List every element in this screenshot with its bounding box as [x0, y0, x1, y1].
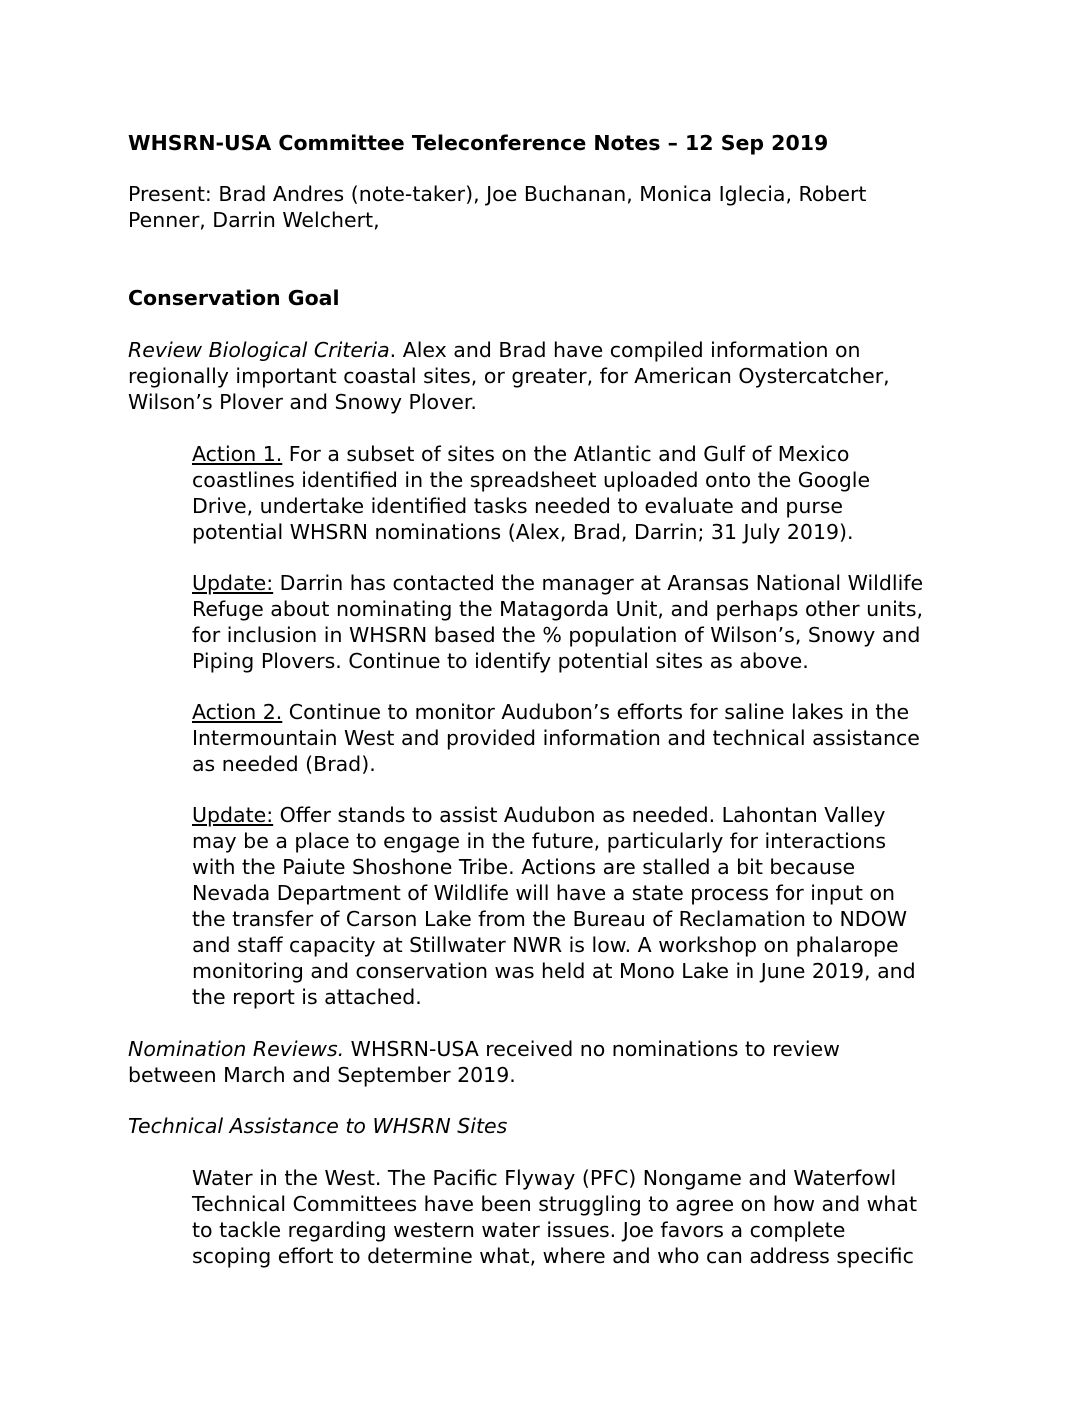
inline-label: Review Biological Criteria	[128, 338, 390, 362]
text-line: Offer stands to assist Audubon as needed. Lahontan Valley	[273, 803, 886, 827]
action-2-paragraph	[192, 699, 968, 777]
section-heading-conservation-goal: Conservation Goal	[128, 286, 340, 310]
inline-label: Action 1.	[192, 442, 283, 466]
text-line: coastlines identified in the spreadsheet uploaded onto the Google	[192, 468, 871, 492]
inline-label: Update:	[192, 803, 274, 827]
text-line: Drive, undertake identified tasks needed to evaluate and purse	[192, 494, 844, 518]
text-line: the transfer of Carson Lake from the Bureau of Reclamation to NDOW	[192, 907, 907, 931]
text-line: and staff capacity at Stillwater NWR is low. A workshop on phalarope	[192, 933, 899, 957]
attendees-paragraph	[128, 181, 968, 233]
update-1-paragraph	[192, 570, 968, 674]
text-line: Refuge about nominating the Matagorda Unit, and perhaps other units,	[192, 597, 924, 621]
text-line: Continue to monitor Audubon’s efforts for saline lakes in the	[282, 700, 910, 724]
text-line: regionally important coastal sites, or greater, for American Oystercatcher,	[128, 364, 890, 388]
section-heading-technical-assistance: Technical Assistance to WHSRN Sites	[128, 1114, 508, 1138]
text-line: Intermountain West and provided information and technical assistance	[192, 726, 920, 750]
inline-label: Update:	[192, 571, 274, 595]
text-line: with the Paiute Shoshone Tribe. Actions are stalled a bit because	[192, 855, 856, 879]
inline-label: Action 2.	[192, 700, 283, 724]
nomination-reviews-paragraph	[128, 1036, 968, 1088]
text-line: For a subset of sites on the Atlantic and Gulf of Mexico	[282, 442, 850, 466]
text-line: Technical Committees have been struggling to agree on how and what	[192, 1192, 917, 1216]
text-line: Darrin has contacted the manager at Aransas National Wildlife	[273, 571, 924, 595]
text-line: the report is attached.	[192, 985, 422, 1009]
text-line: for inclusion in WHSRN based the % population of Wilson’s, Snowy and	[192, 623, 921, 647]
text-line: Wilson’s Plover and Snowy Plover.	[128, 390, 477, 414]
text-line: scoping effort to determine what, where and who can address specific	[192, 1244, 914, 1268]
water-in-the-west-paragraph	[192, 1165, 968, 1269]
text-line: monitoring and conservation was held at Mono Lake in June 2019, and	[192, 959, 916, 983]
review-criteria-paragraph	[128, 337, 968, 415]
update-2-paragraph	[192, 802, 968, 1010]
text-line: Penner, Darrin Welchert,	[128, 208, 380, 232]
text-line: potential WHSRN nominations (Alex, Brad, Darrin; 31 July 2019).	[192, 520, 854, 544]
action-1-paragraph	[192, 441, 968, 545]
text-line: Present: Brad Andres (note-taker), Joe Buchanan, Monica Iglecia, Robert	[128, 182, 867, 206]
text-line: Nevada Department of Wildlife will have a state process for input on	[192, 881, 896, 905]
text-line: WHSRN-USA received no nominations to review	[344, 1037, 840, 1061]
document-title: WHSRN-USA Committee Teleconference Notes – 12 Sep 2019	[128, 131, 829, 155]
text-line: may be a place to engage in the future, particularly for interactions	[192, 829, 886, 853]
text-line: as needed (Brad).	[192, 752, 376, 776]
inline-label: Nomination Reviews.	[128, 1037, 345, 1061]
text-line: . Alex and Brad have compiled information on	[389, 338, 861, 362]
text-line: between March and September 2019.	[128, 1063, 516, 1087]
text-line: Water in the West. The Pacific Flyway (PFC) Nongame and Waterfowl	[192, 1166, 897, 1190]
text-line: Piping Plovers. Continue to identify potential sites as above.	[192, 649, 809, 673]
text-line: to tackle regarding western water issues. Joe favors a complete	[192, 1218, 846, 1242]
